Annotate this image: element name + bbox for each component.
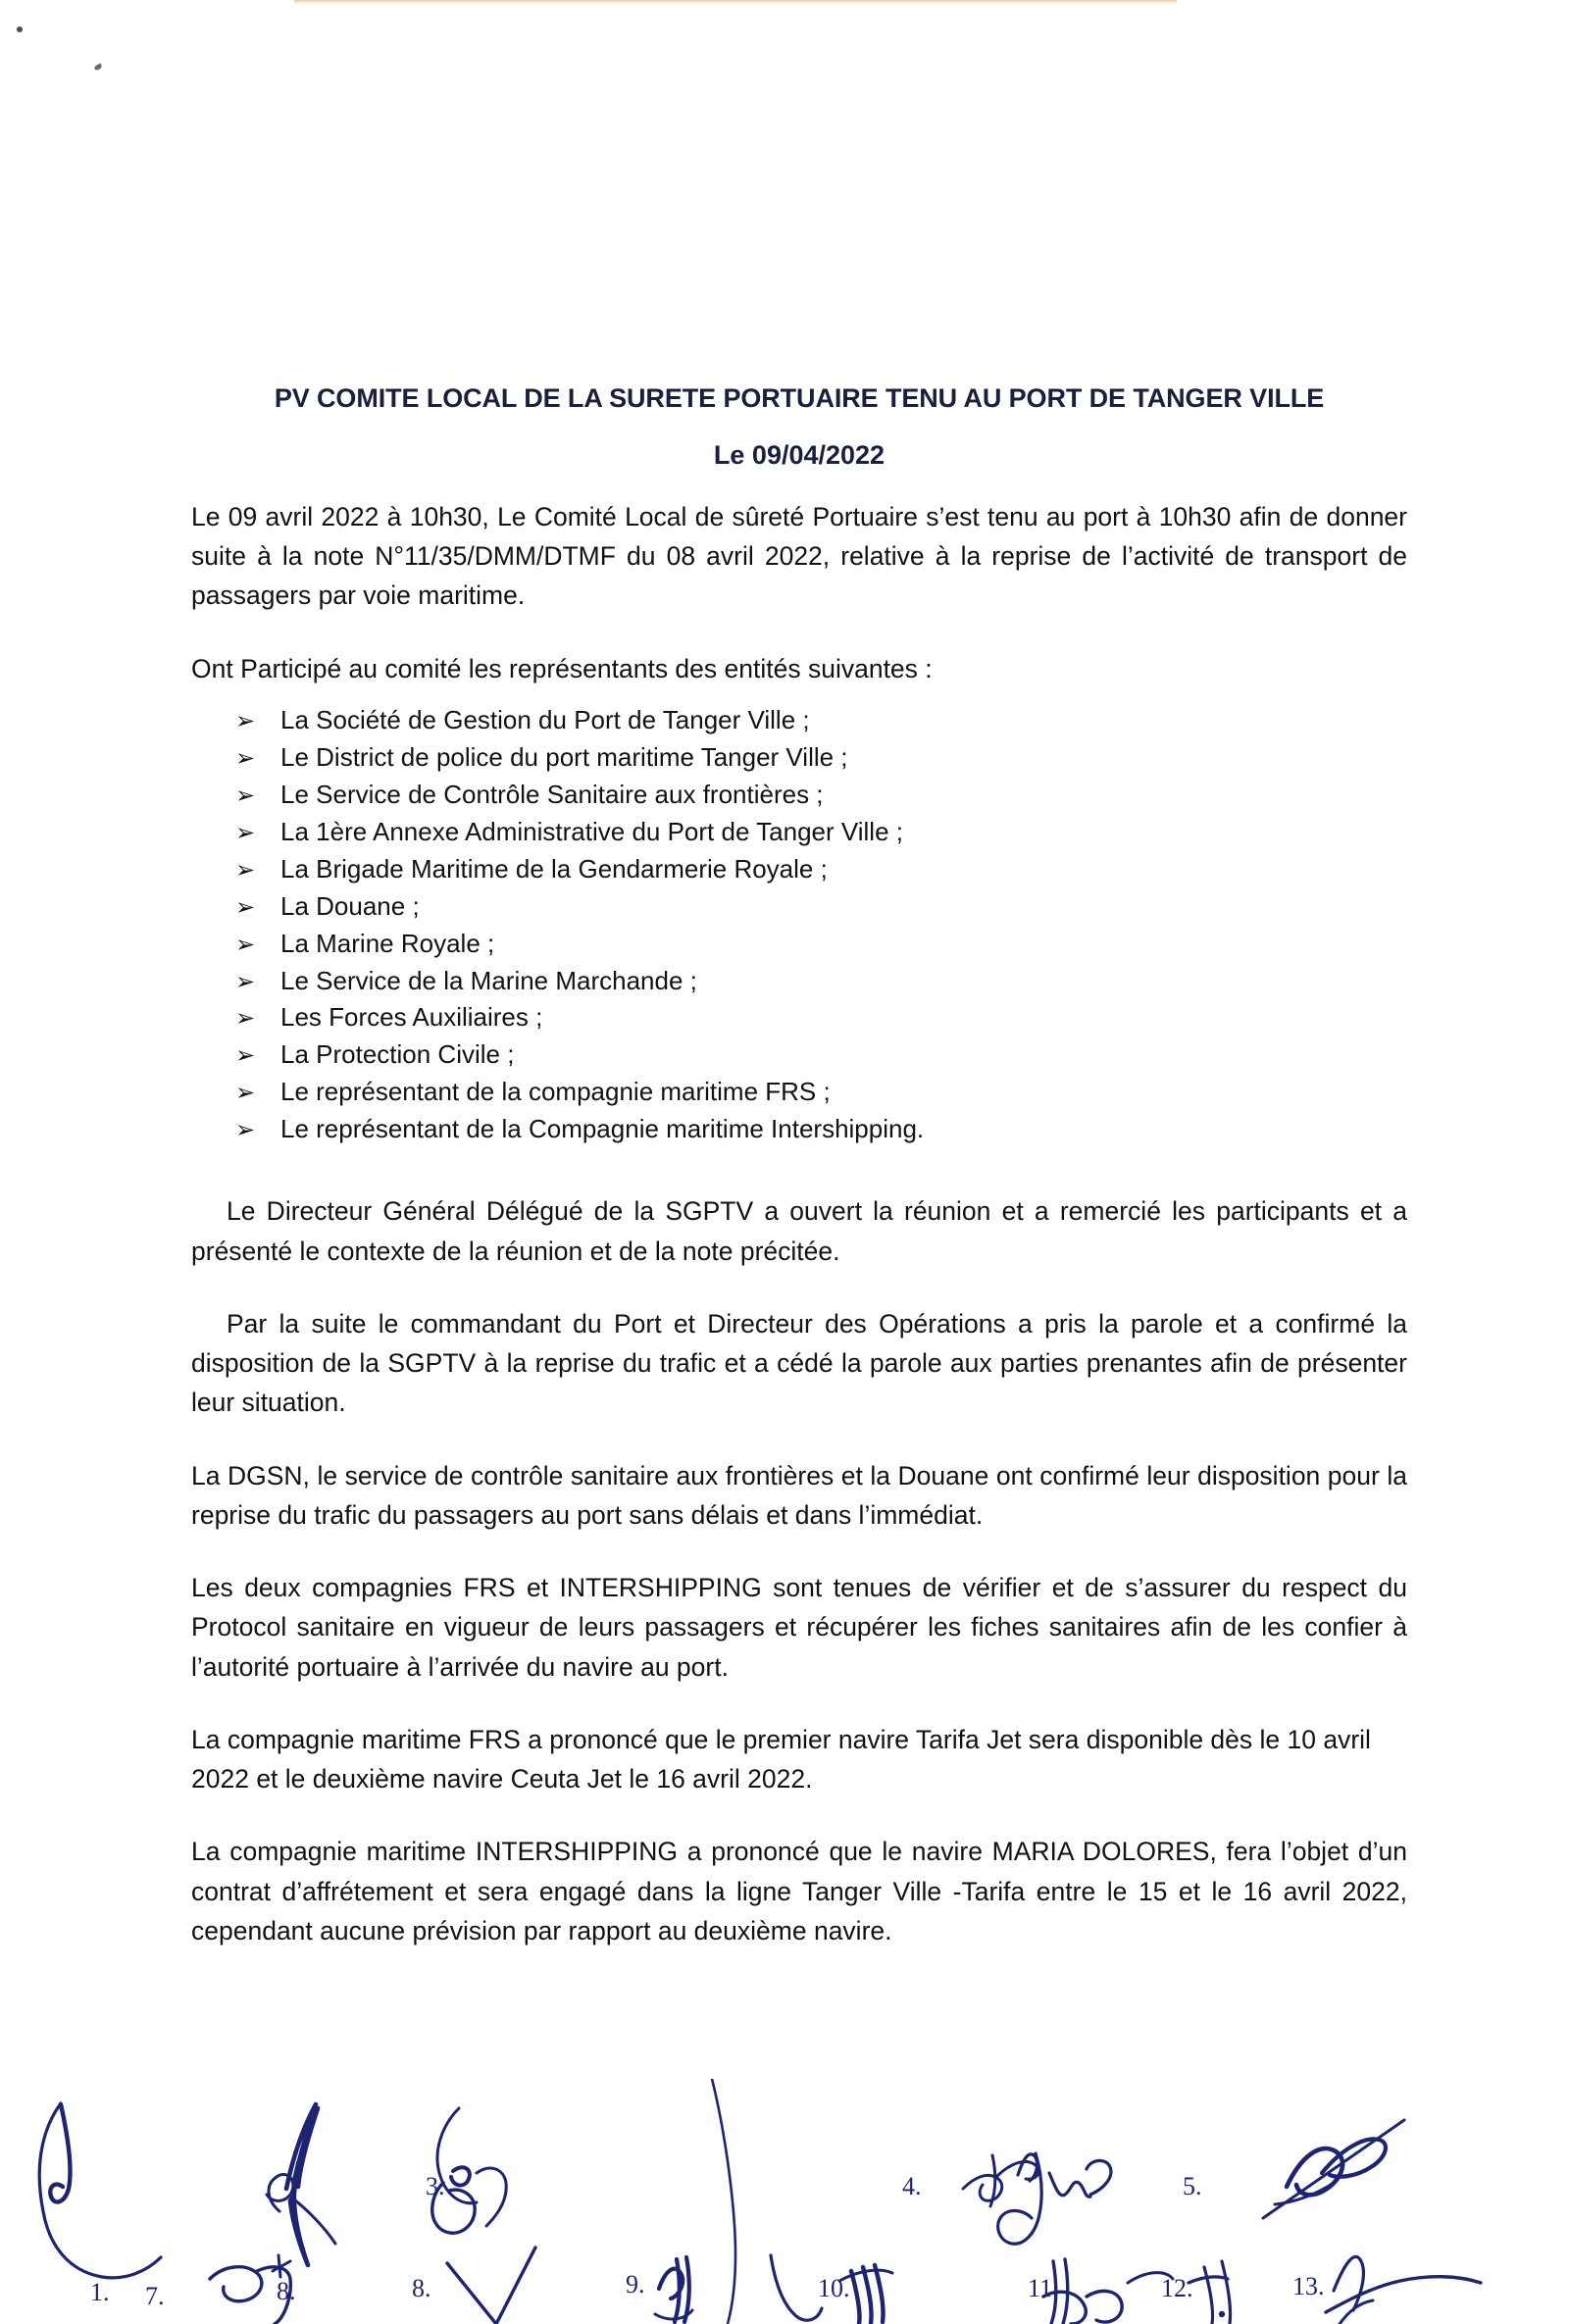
signature-number: 7. [145,2282,165,2310]
signature-mark [1018,2154,1038,2181]
signature-number: 13. [1292,2272,1325,2300]
signature-number: 1. [90,2278,110,2306]
list-item [191,851,1407,888]
signature-mark [771,2255,822,2320]
signature-mark [712,2079,735,2324]
signature-number: 10. [818,2274,850,2302]
arrow-bullet-icon: ➢ [235,706,256,734]
arrow-bullet-icon: ➢ [235,892,256,921]
signature-mark [1087,2291,1122,2322]
signature-mark [998,2153,1041,2244]
list-item [191,1036,1407,1074]
signature-number: 9. [626,2270,645,2299]
signature-mark [286,2104,316,2265]
signature-mark [1043,2292,1086,2324]
paragraph-frs: La compagnie maritime FRS a prononcé que le premier navire Tarifa Jet sera disponible dès le 10 avril 2022 et le deuxième navire Ceuta Jet le 16 avril 2022. [191,1724,1371,1794]
list-item-label: Le District de police du port maritime Tanger Ville ; [280,741,848,772]
list-item-label: Le représentant de la compagnie maritime FRS ; [280,1077,831,1107]
participants-list [191,688,1407,1148]
list-item-label: La Brigade Maritime de la Gendarmerie Royale ; [280,853,828,884]
signature-mark [655,2310,692,2319]
list-item-label: Le Service de Contrôle Sanitaire aux frontières ; [280,779,824,809]
signature-mark [1087,2160,1111,2195]
signature-number: 8. [412,2274,431,2302]
signature-mark [1334,2256,1363,2310]
list-item [191,739,1407,777]
signature-mark [294,2108,318,2187]
signature-mark [675,2257,689,2322]
list-item-label: La Protection Civile ; [280,1039,515,1070]
list-item-label: La Marine Royale ; [280,928,495,958]
list-item [191,999,1407,1036]
document-date: Le 09/04/2022 [713,440,886,471]
signature-number: 3. [426,2172,445,2200]
paragraph-intro: Le 09 avril 2022 à 10h30, Le Comité Local de sûreté Portuaire s’est tenu au port à 10h30 afin de donner suite à la note N°11/35/DMM/DTMF du 08 avril 2022, relative à la reprise de l’activité de transport de passagers par voie maritime. [191,501,1407,611]
list-item [191,963,1407,1000]
list-item [191,702,1407,739]
signature-mark [1204,2261,1231,2324]
signature-mark [273,2255,290,2277]
signature-mark [1128,2273,1173,2283]
signature-mark [1287,2148,1342,2195]
arrow-bullet-icon: ➢ [235,818,256,846]
signature-mark [437,2108,477,2203]
list-item [191,777,1407,814]
paragraph-dgsn: La DGSN, le service de contrôle sanitaire aux frontières et la Douane ont confirmé leur disposition pour la reprise du trafic du passagers au port sans délais et dans l’immédiat. [191,1460,1407,1530]
signature-mark [1340,2300,1373,2324]
paragraph-intershipping: La compagnie maritime INTERSHIPPING a prononcé que le navire MARIA DOLORES, fera l’objet d’un contrat d’affrétement et sera engagé dans la ligne Tanger Ville -Tarifa entre le 15 et le 16 avril 2022, cependant aucune prévision par rapport au deuxième navire. [191,1837,1407,1945]
signature-mark [963,2175,1002,2200]
signature-mark [451,2167,470,2185]
arrow-bullet-icon: ➢ [235,1041,256,1070]
arrow-bullet-icon: ➢ [235,855,256,884]
scan-speck-icon [17,26,23,32]
signature-mark [50,2104,70,2202]
signature-mark [477,2168,506,2226]
signature-mark [1275,2183,1334,2204]
arrow-bullet-icon: ➢ [235,1116,256,1144]
signatures-svg [0,2079,1569,2324]
arrow-bullet-icon: ➢ [235,743,256,772]
arrow-bullet-icon: ➢ [235,1004,256,1033]
signature-number: 8. [277,2277,296,2305]
list-item-label: Le Service de la Marine Marchande ; [280,965,697,995]
signature-block [0,2079,1569,2324]
arrow-bullet-icon: ➢ [235,967,256,995]
signature-mark [1189,2277,1228,2283]
signature-mark [447,2248,535,2324]
signature-mark [267,2175,293,2211]
list-item-label: Les Forces Auxiliaires ; [280,1002,543,1033]
signature-mark [659,2269,683,2299]
signature-mark [990,2155,995,2206]
signature-mark [1049,2173,1090,2197]
participants-lead-in: Ont Participé au comité les représentants des entités suivantes : [191,653,933,683]
signature-mark [851,2265,884,2324]
list-item-label: La Société de Gestion du Port de Tanger Ville ; [280,704,810,734]
list-item-label: La Douane ; [280,890,420,921]
list-item-label: La 1ère Annexe Administrative du Port de Tanger Ville ; [280,816,903,846]
page-title: PV COMITE LOCAL DE LA SURETE PORTUAIRE TENU AU PORT DE TANGER VILLE [274,383,1325,413]
signature-mark [210,2267,262,2301]
signature-number: 11. [1028,2274,1059,2302]
list-item [191,926,1407,963]
signature-mark [996,2161,1038,2179]
list-item [191,1074,1407,1111]
signature-mark [1322,2139,1386,2176]
signature-number: 4. [902,2172,922,2200]
list-item [191,814,1407,851]
paragraph-commander: Par la suite le commandant du Port et Directeur des Opérations a pris la parole et a confirmé la disposition de la SGPTV à la reprise du trafic et a cédé la parole aux parties prenantes afin de présenter leur situation. [191,1308,1407,1418]
signature-number: 5. [1183,2172,1202,2200]
signature-mark [1326,2277,1481,2312]
arrow-bullet-icon: ➢ [235,781,256,809]
signature-dot-icon [1219,2311,1225,2317]
paragraph-companies: Les deux compagnies FRS et INTERSHIPPING sont tenues de vérifier et de s’assurer du respect du Protocol sanitaire en vigueur de leurs passagers et récupérer les fiches sanitaires afin de les confier à l’autorité portuaire à l’arrivée du navire au port. [191,1573,1407,1682]
signature-mark [1263,2120,1404,2218]
signature-mark [1051,2259,1068,2324]
signature-number: 12. [1161,2274,1193,2302]
signature-mark [257,2267,290,2324]
scan-speck-icon [93,63,102,71]
signature-mark [39,2103,161,2278]
signature-mark [290,2197,335,2244]
list-item [191,1111,1407,1148]
arrow-bullet-icon: ➢ [235,1079,256,1107]
paragraph-opening: Le Directeur Général Délégué de la SGPTV a ouvert la réunion et a remercié les participants et a présenté le contexte de la réunion et de la note précitée. [191,1196,1407,1266]
list-item-label: Le représentant de la Compagnie maritime Intershipping. [280,1114,925,1144]
signature-mark [839,2270,892,2281]
document-content [191,0,1407,1950]
signature-mark [432,2183,475,2233]
arrow-bullet-icon: ➢ [235,930,256,958]
list-item [191,888,1407,926]
